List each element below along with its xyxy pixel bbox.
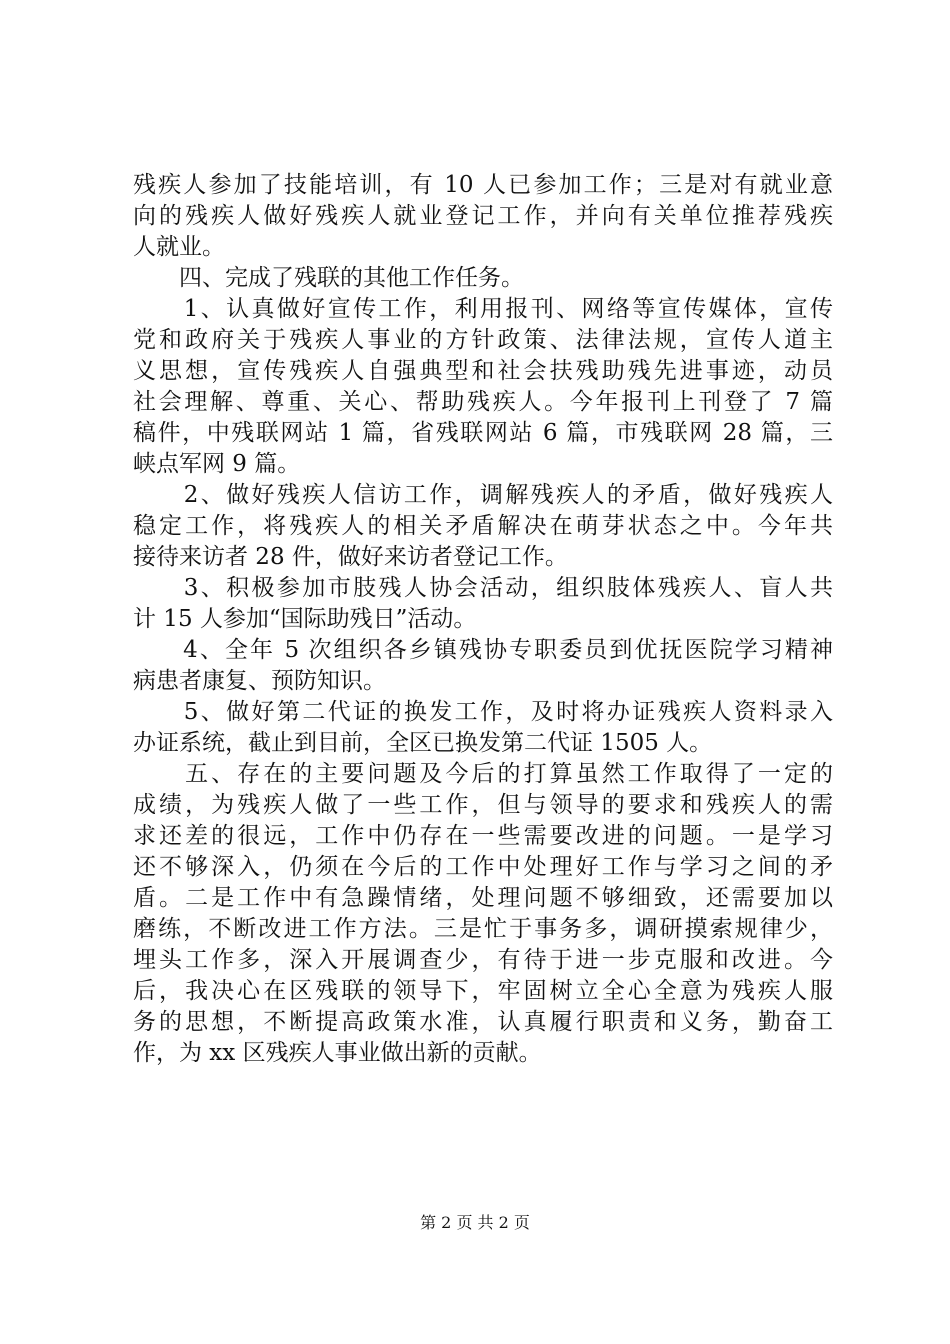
text-line: 3、积极参加市肢残人协会活动，组织肢体残疾人、盲人共 bbox=[133, 575, 833, 601]
text-line: 残疾人参加了技能培训，有 10 人已参加工作；三是对有就业意 bbox=[133, 172, 833, 198]
text-line: 党和政府关于残疾人事业的方针政策、法律法规，宣传人道主 bbox=[133, 327, 833, 353]
text-line: 还不够深入，仍须在今后的工作中处理好工作与学习之间的矛 bbox=[133, 854, 833, 880]
text-line: 向的残疾人做好残疾人就业登记工作，并向有关单位推荐残疾 bbox=[133, 203, 833, 229]
section-heading: 四、完成了残联的其他工作任务。 bbox=[133, 265, 524, 291]
document-body bbox=[133, 170, 833, 1069]
text-line: 稿件，中残联网站 1 篇，省残联网站 6 篇，市残联网 28 篇，三 bbox=[133, 420, 833, 446]
text-line: 2、做好残疾人信访工作，调解残疾人的矛盾，做好残疾人 bbox=[133, 482, 833, 508]
text-line: 1、认真做好宣传工作，利用报刊、网络等宣传媒体，宣传 bbox=[133, 296, 833, 322]
text-line: 计 15 人参加“国际助残日”活动。 bbox=[133, 606, 477, 632]
text-line: 接待来访者 28 件，做好来访者登记工作。 bbox=[133, 544, 568, 570]
text-line: 作，为 xx 区残疾人事业做出新的贡献。 bbox=[133, 1040, 542, 1066]
text-line: 4、全年 5 次组织各乡镇残协专职委员到优抚医院学习精神 bbox=[133, 637, 833, 663]
text-line: 成绩，为残疾人做了一些工作，但与领导的要求和残疾人的需 bbox=[133, 792, 833, 818]
text-line: 社会理解、尊重、关心、帮助残疾人。今年报刊上刊登了 7 篇 bbox=[133, 389, 833, 415]
page-number: 第 2 页 共 2 页 bbox=[420, 1213, 530, 1232]
text-line: 人就业。 bbox=[133, 234, 225, 260]
page-footer bbox=[0, 1212, 950, 1234]
text-line: 峡点军网 9 篇。 bbox=[133, 451, 301, 477]
section-heading: 五、存在的主要问题及今后的打算虽然工作取得了一定的 bbox=[133, 761, 833, 787]
text-line: 盾。二是工作中有急躁情绪，处理问题不够细致，还需要加以 bbox=[133, 885, 833, 911]
text-line: 埋头工作多，深入开展调查少，有待于进一步克服和改进。今 bbox=[133, 947, 833, 973]
text-line: 后，我决心在区残联的领导下，牢固树立全心全意为残疾人服 bbox=[133, 978, 833, 1004]
text-line: 务的思想，不断提高政策水准，认真履行职责和义务，勤奋工 bbox=[133, 1009, 833, 1035]
text-line: 5、做好第二代证的换发工作，及时将办证残疾人资料录入 bbox=[133, 699, 833, 725]
text-line: 办证系统，截止到目前，全区已换发第二代证 1505 人。 bbox=[133, 730, 713, 756]
text-line: 磨练，不断改进工作方法。三是忙于事务多，调研摸索规律少， bbox=[133, 916, 833, 942]
text-line: 病患者康复、预防知识。 bbox=[133, 668, 386, 694]
text-line: 义思想，宣传残疾人自强典型和社会扶残助残先进事迹，动员 bbox=[133, 358, 833, 384]
text-line: 求还差的很远，工作中仍存在一些需要改进的问题。一是学习 bbox=[133, 823, 833, 849]
text-line: 稳定工作，将残疾人的相关矛盾解决在萌芽状态之中。今年共 bbox=[133, 513, 833, 539]
